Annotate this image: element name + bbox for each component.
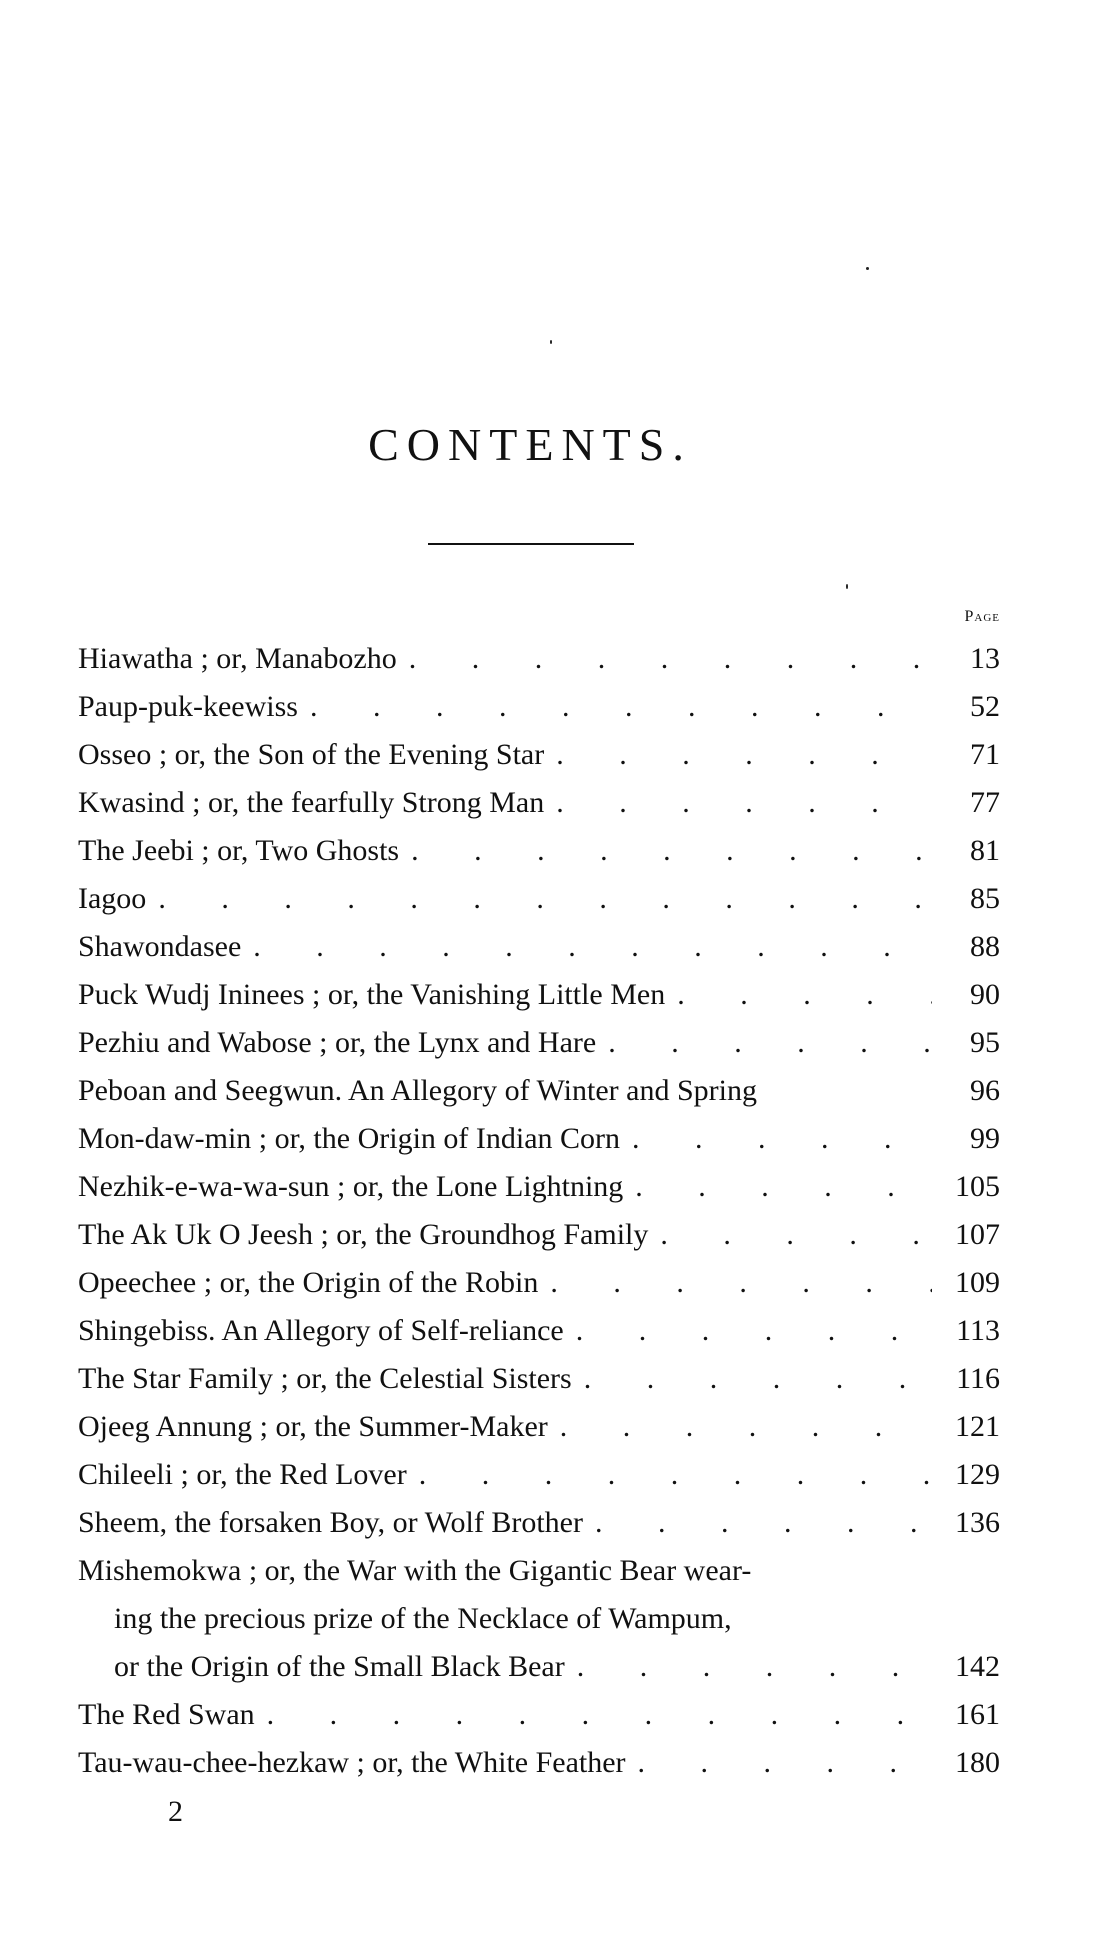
dot-leader [596, 1019, 932, 1067]
dot-leader [626, 1739, 932, 1787]
dot-leader [397, 635, 932, 683]
toc-entry-page: 113 [956, 1314, 1000, 1347]
dot-leader [665, 971, 932, 1019]
toc-entry [78, 731, 1000, 779]
toc-entry-page: 71 [970, 738, 1000, 771]
toc-entry-title: Osseo ; or, the Son of the Evening Star [78, 738, 545, 771]
ink-speck [866, 267, 869, 270]
toc-entry-title-line-3: or the Origin of the Small Black Bear [114, 1650, 565, 1683]
toc-entry-title: The Star Family ; or, the Celestial Sisters [78, 1362, 572, 1395]
toc-entry [78, 1355, 1000, 1403]
toc-entry-title: Paup-puk-keewiss [78, 690, 298, 723]
dot-leader [623, 1163, 932, 1211]
page-title: CONTENTS. [368, 419, 692, 470]
ink-speck [550, 340, 552, 344]
dot-leader [564, 1307, 932, 1355]
toc-entry-page: 88 [970, 930, 1000, 963]
toc-entry-page: 52 [970, 690, 1000, 723]
dot-leader [399, 827, 932, 875]
dot-leader [544, 731, 932, 779]
toc-entry [78, 635, 1000, 683]
dot-leader [565, 1643, 932, 1691]
toc-entry [78, 1451, 1000, 1499]
toc-entry-title: Mon-daw-min ; or, the Origin of Indian Corn [78, 1122, 621, 1155]
toc-entry-title-line-2: ing the precious prize of the Necklace of Wampum, [114, 1602, 732, 1635]
toc-entry-page: 96 [970, 1074, 1000, 1107]
toc-entry-page: 161 [955, 1698, 1000, 1731]
toc-entry-page: 129 [955, 1458, 1000, 1491]
toc-entry-page: 107 [955, 1218, 1000, 1251]
toc-entry-page: 90 [970, 978, 1000, 1011]
page-column-header: Page [964, 608, 1000, 625]
toc-entry [78, 1019, 1000, 1067]
toc-entry-page: 116 [956, 1362, 1000, 1395]
table-of-contents [78, 635, 1000, 1787]
toc-entry [78, 1307, 1000, 1355]
toc-entry [78, 875, 1000, 923]
toc-entry-title: Chileeli ; or, the Red Lover [78, 1458, 407, 1491]
toc-entry-page: 77 [970, 786, 1000, 819]
toc-entry-title: The Jeebi ; or, Two Ghosts [78, 834, 400, 867]
toc-entry-page: 105 [955, 1170, 1000, 1203]
toc-entry-page: 95 [970, 1026, 1000, 1059]
dot-leader [648, 1211, 932, 1259]
toc-entry [78, 1211, 1000, 1259]
toc-entry-page: 13 [970, 642, 1000, 675]
toc-entry-page: 121 [955, 1410, 1000, 1443]
dot-leader [538, 1259, 932, 1307]
toc-entry [78, 1691, 1000, 1739]
toc-entry [78, 923, 1000, 971]
toc-entries [78, 635, 1000, 1547]
dot-leader [544, 779, 932, 827]
dot-leader [255, 1691, 932, 1739]
toc-entry [78, 683, 1000, 731]
toc-entry-title: Shingebiss. An Allegory of Self-reliance [78, 1314, 564, 1347]
dot-leader [548, 1403, 932, 1451]
toc-entry-title: Puck Wudj Ininees ; or, the Vanishing Little Men [78, 978, 666, 1011]
toc-entry-title: Iagoo [78, 882, 147, 915]
toc-entry [78, 1403, 1000, 1451]
toc-entry-page: 136 [955, 1506, 1000, 1539]
toc-entry [78, 1067, 1000, 1115]
title-rule [428, 543, 634, 545]
signature-mark: 2 [168, 1795, 183, 1828]
ink-speck [846, 584, 848, 589]
dot-leader [146, 875, 932, 923]
toc-entry-page: 109 [955, 1266, 1000, 1299]
toc-entry-title: Sheem, the forsaken Boy, or Wolf Brother [78, 1506, 583, 1539]
dot-leader [583, 1499, 932, 1547]
toc-entry-title: Pezhiu and Wabose ; or, the Lynx and Hare [78, 1026, 597, 1059]
dot-leader [407, 1451, 932, 1499]
toc-entry-page: 85 [970, 882, 1000, 915]
toc-entry-title: The Red Swan [78, 1698, 255, 1731]
toc-entry-page: 180 [955, 1746, 1000, 1779]
toc-entry [78, 1259, 1000, 1307]
toc-entry-page: 99 [970, 1122, 1000, 1155]
toc-entry [78, 1499, 1000, 1547]
toc-entry-title-line-1: Mishemokwa ; or, the War with the Gigantic Bear wear- [78, 1554, 752, 1587]
toc-entry-title: Ojeeg Annung ; or, the Summer-Maker [78, 1410, 548, 1443]
toc-entries-after [78, 1691, 1000, 1787]
toc-entry-title: Tau-wau-chee-hezkaw ; or, the White Feather [78, 1746, 626, 1779]
dot-leader [298, 683, 932, 731]
toc-entry-page: 81 [970, 834, 1000, 867]
toc-entry [78, 1115, 1000, 1163]
toc-entry-final-line [78, 1643, 1000, 1691]
dot-leader [620, 1115, 932, 1163]
toc-entry-title: Shawondasee [78, 930, 242, 963]
dot-leader [572, 1355, 932, 1403]
toc-entry-title: Nezhik-e-wa-wa-sun ; or, the Lone Lightning [78, 1170, 624, 1203]
dot-leader [241, 923, 932, 971]
toc-entry [78, 1739, 1000, 1787]
toc-entry-title: Opeechee ; or, the Origin of the Robin [78, 1266, 539, 1299]
toc-entry-title: Hiawatha ; or, Manabozho [78, 642, 397, 675]
toc-entry-title: The Ak Uk O Jeesh ; or, the Groundhog Family [78, 1218, 649, 1251]
toc-entry-title: Kwasind ; or, the fearfully Strong Man [78, 786, 545, 819]
toc-entry [78, 827, 1000, 875]
toc-entry-page: 142 [955, 1650, 1000, 1683]
toc-entry [78, 971, 1000, 1019]
toc-entry-multiline [78, 1547, 1000, 1691]
toc-entry [78, 1163, 1000, 1211]
toc-entry [78, 779, 1000, 827]
toc-entry-title: Peboan and Seegwun. An Allegory of Winter and Spring [78, 1074, 757, 1107]
